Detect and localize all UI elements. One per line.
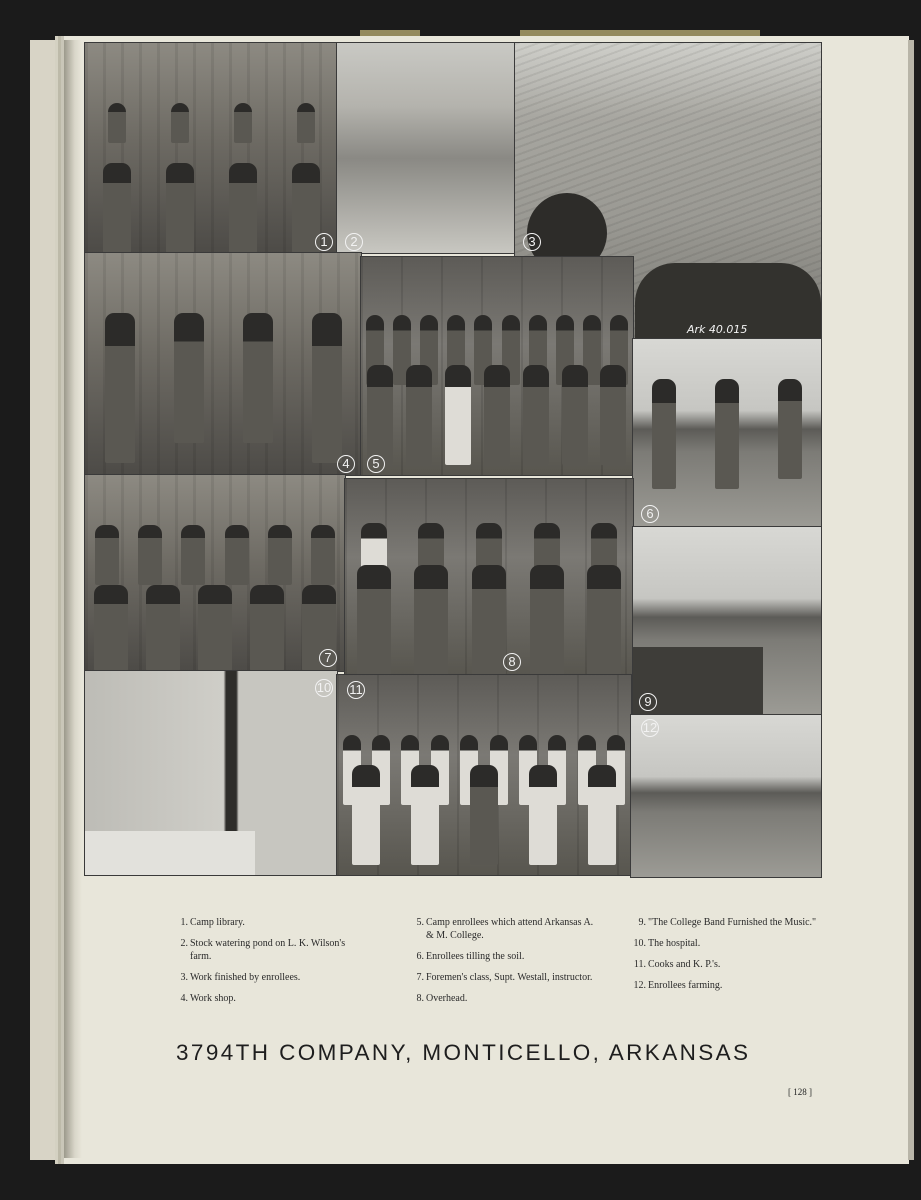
photo-number: 7	[319, 649, 337, 667]
photo-overhead	[344, 478, 634, 676]
caption-item: 11. Cooks and K. P.'s.	[633, 959, 721, 970]
caption-item: 3. Work finished by enrollees.	[180, 972, 301, 983]
page-edge	[908, 40, 914, 1160]
photo-college-band	[632, 526, 822, 716]
archive-mark: Ark 40.015	[687, 323, 748, 336]
photo-work-shop	[84, 252, 362, 476]
caption-item: 5. Camp enrollees which attend Arkansas A. & M. College.	[416, 917, 594, 941]
photo-number: 12	[642, 720, 658, 735]
caption-item: 9. "The College Band Furnished the Music."	[638, 917, 817, 928]
photo-number: 9	[639, 693, 657, 711]
caption-item: 12. Enrollees farming.	[633, 980, 723, 991]
photo-camp-library	[84, 42, 338, 254]
photo-cooks-kps	[336, 674, 632, 876]
photo-number: 6	[641, 505, 659, 523]
captions-column-1	[166, 916, 366, 1013]
page-title: 3794TH COMPANY, MONTICELLO, ARKANSAS	[176, 1040, 751, 1065]
caption-item: 1. Camp library.	[180, 917, 245, 928]
photo-foremen-class	[84, 474, 346, 672]
photo-tilling-soil	[632, 338, 822, 528]
caption-item: 7. Foremen's class, Supt. Westall, instructor.	[416, 972, 593, 983]
caption-item: 4. Work shop.	[180, 993, 236, 1004]
photo-number: 11	[347, 681, 365, 699]
photo-stock-pond	[336, 42, 516, 254]
photo-number: 4	[337, 455, 355, 473]
photo-number: 8	[503, 653, 521, 671]
captions-column-2	[402, 916, 594, 1013]
photo-number: 3	[523, 233, 541, 251]
captions-column-3	[624, 916, 824, 1000]
caption-item: 10. The hospital.	[633, 938, 701, 949]
photo-hospital	[84, 670, 338, 876]
photo-number: 1	[315, 233, 333, 251]
photo-number: 2	[345, 233, 363, 251]
caption-item: 6. Enrollees tilling the soil.	[416, 951, 525, 962]
photo-college-enrollees	[360, 256, 634, 476]
photo-number: 10	[316, 680, 332, 695]
caption-item: 8. Overhead.	[416, 993, 468, 1004]
page-number: [ 128 ]	[788, 1087, 812, 1097]
photo-enrollees-farming	[630, 714, 822, 878]
page-binding	[64, 40, 82, 1158]
photo-number: 5	[367, 455, 385, 473]
caption-item: 2. Stock watering pond on L. K. Wilson's farm.	[180, 938, 346, 962]
